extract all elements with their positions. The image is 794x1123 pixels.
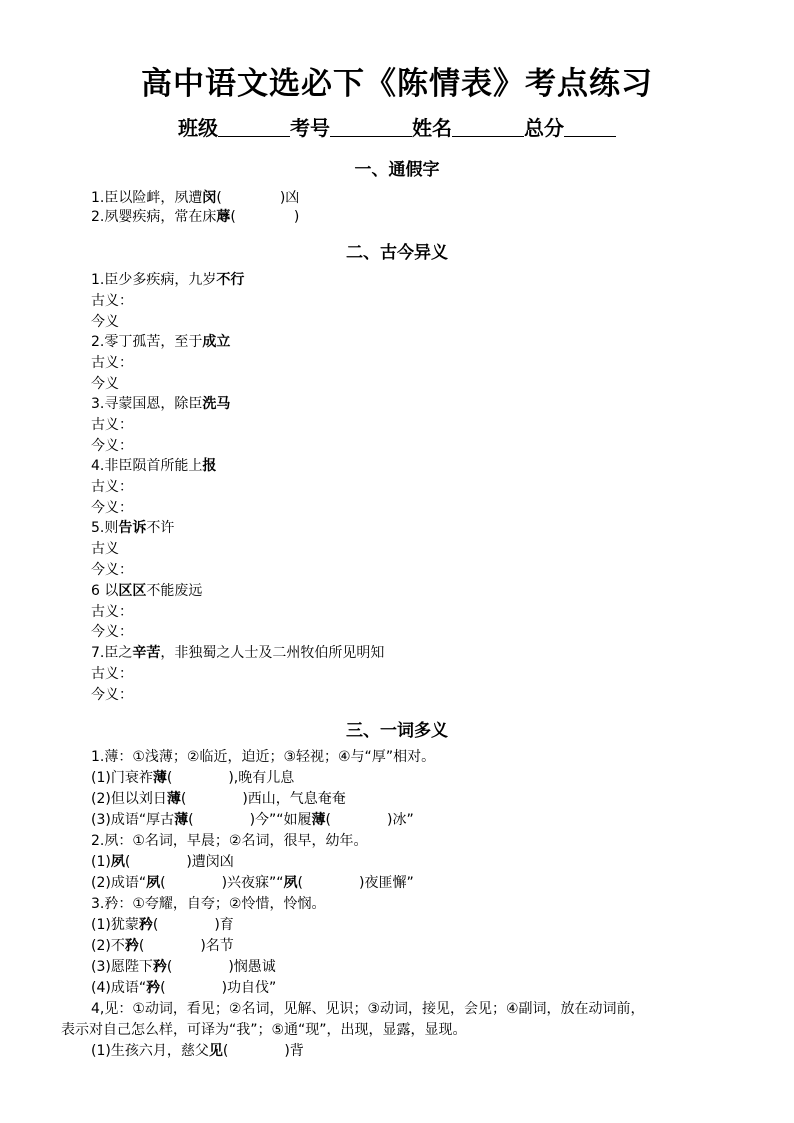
s2-q3-jin: 今义： <box>91 438 133 454</box>
class-blank[interactable] <box>218 116 290 137</box>
s3-su-1: (1)夙( )遭闵凶 <box>91 854 234 870</box>
section-heading-3: 三、一词多义 <box>346 721 448 741</box>
s3-bo: 1.薄：①浅薄；②临近，迫近；③轻视；④与“厚”相对。 <box>91 749 436 765</box>
info-line <box>0 112 794 141</box>
s2-q4: 4.非臣陨首所能上报 <box>91 458 217 474</box>
s1-item-1: 1.臣以险衅，夙遭闵( )凶 <box>91 190 300 206</box>
s2-q5-gu: 古义 <box>91 541 119 557</box>
s2-q2: 2.零丁孤苦，至于成立 <box>91 334 231 350</box>
s2-q1-jin: 今义 <box>91 314 119 330</box>
s3-bo-3: (3)成语“厚古薄( )今”“如履薄( )冰” <box>91 812 414 828</box>
s3-bo-1: (1)门衰祚薄( ),晚有儿息 <box>91 770 295 786</box>
name-label: 姓名 <box>412 116 452 140</box>
exam-no-label: 考号 <box>290 116 330 140</box>
s2-q1-gu: 古义： <box>91 293 133 309</box>
s2-q7: 7.臣之辛苦，非独蜀之人士及二州牧伯所见明知 <box>91 645 385 661</box>
s3-jin-2: (2)不矜( )名节 <box>91 938 234 954</box>
name-blank[interactable] <box>452 116 524 137</box>
s3-bo-2: (2)但以刘日薄( )西山，气息奄奄 <box>91 791 346 807</box>
section-heading-2: 二、古今异义 <box>346 243 448 263</box>
class-label: 班级 <box>178 116 218 140</box>
s2-q2-jin: 今义 <box>91 376 119 392</box>
s3-jian-1: (1)生孩六月，慈父见( )背 <box>91 1043 304 1059</box>
score-blank[interactable] <box>564 116 616 137</box>
s2-q4-jin: 今义： <box>91 500 133 516</box>
s1-item-2: 2.夙婴疾病，常在床蓐( ) <box>91 209 300 225</box>
s2-q6: 6 以区区不能废远 <box>91 583 203 599</box>
s2-q4-gu: 古义： <box>91 479 133 495</box>
s2-q3-gu: 古义： <box>91 417 133 433</box>
s3-su: 2.夙：①名词，早晨；②名词，很早，幼年。 <box>91 833 368 849</box>
s2-q5: 5.则告诉不许 <box>91 520 175 536</box>
s3-jian-line-2: 表示对自己怎么样，可译为“我”；⑤通“现”，出现，显露，显现。 <box>61 1022 467 1038</box>
s2-q3: 3.寻蒙国恩，除臣洗马 <box>91 396 231 412</box>
s3-jin: 3.矜：①夸耀，自夸；②怜惜，怜悯。 <box>91 896 326 912</box>
s2-q1: 1.臣少多疾病，九岁不行 <box>91 272 245 288</box>
s2-q7-gu: 古义： <box>91 666 133 682</box>
exam-no-blank[interactable] <box>330 116 412 137</box>
s2-q6-jin: 今义： <box>91 624 133 640</box>
s2-q6-gu: 古义： <box>91 604 133 620</box>
s3-jian-line-1: 4,见：①动词，看见；②名词，见解、见识；③动词，接见，会见；④副词，放在动词前， <box>91 1001 645 1017</box>
s2-q7-jin: 今义： <box>91 687 133 703</box>
s2-q2-gu: 古义： <box>91 355 133 371</box>
s3-jin-3: (3)愿陛下矜( )悯愚诚 <box>91 959 276 975</box>
section-heading-1: 一、通假字 <box>354 160 440 180</box>
page-title: 高中语文选必下《陈情表》考点练习 <box>141 66 653 102</box>
s2-q5-jin: 今义： <box>91 562 133 578</box>
s3-su-2: (2)成语“夙( )兴夜寐”“夙( )夜匪懈” <box>91 875 414 891</box>
s3-jin-1: (1)犹蒙矜( )育 <box>91 917 234 933</box>
score-label: 总分 <box>524 116 564 140</box>
s3-jin-4: (4)成语“矜( )功自伐” <box>91 980 277 996</box>
